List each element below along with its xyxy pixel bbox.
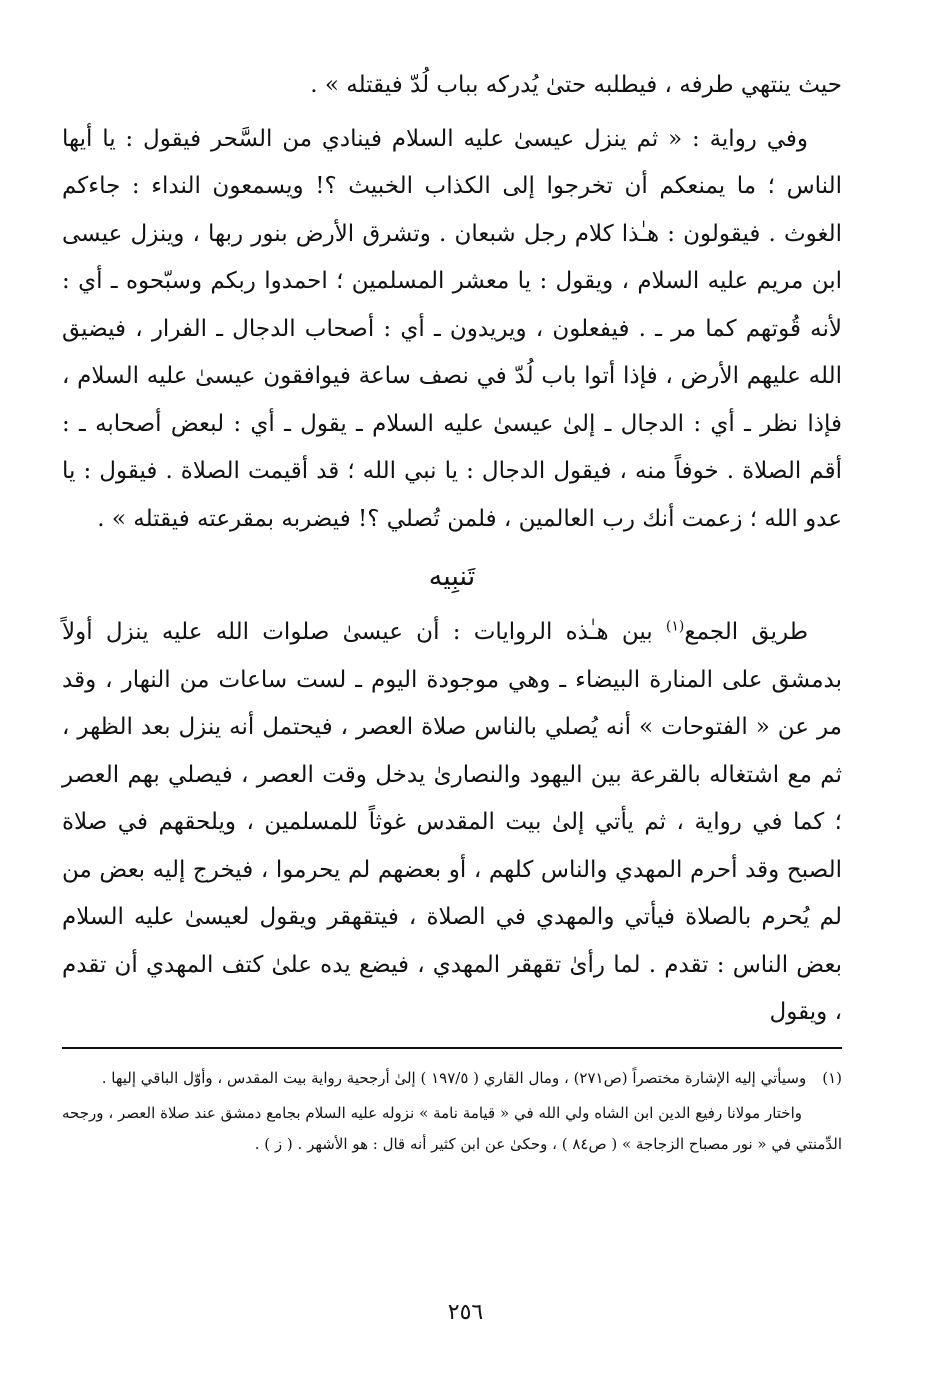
paragraph-narration: وفي رواية : « ثم ينزل عيسىٰ عليه السلام فينادي من السَّحر فيقول : يا أيها الناس ؛ ما يمنعكم أن تخرجوا إلى الكذاب الخبيث ؟! ويسمعون النداء : جاءكم الغوث . فيقولون : هـٰذا كلام رجل شبعان . وتشرق الأرض بنور ربها ، وينزل عيسى ابن مريم عليه السلام ، ويقول : يا معشر المسلمين ؛ احمدوا ربكم وسبّحوه ـ أي : لأنه قُوتهم كما مر ـ . فيفعلون ، ويريدون ـ أي : أصحاب الدجال ـ الفرار ، فيضيق الله عليهم الأرض ، فإذا أتوا باب لُدّ في نصف ساعة فيوافقون عيسىٰ عليه السلام ، فإذا نظر ـ أي : الدجال ـ إلىٰ عيسىٰ عليه السلام ـ يقول ـ أي : لبعض أصحابه ـ : أقم الصلاة . خوفاً منه ، فيقول الدجال : يا نبي الله ؛ قد أقيمت الصلاة . فيقول : يا عدو الله ؛ زعمت أنك رب العالمين ، فلمن تُصلي ؟! فيضربه بمقرعته فيقتله » .	[62, 125, 842, 532]
page-body	[62, 62, 842, 1160]
section-heading: تَنبِيه	[428, 561, 476, 592]
page-number: ٢٥٦	[447, 1300, 484, 1325]
footnote-1	[62, 1063, 842, 1094]
footnote-divider	[62, 1047, 842, 1049]
paragraph-continued: حيث ينتهي طرفه ، فيطلبه حتىٰ يُدركه بباب لُدّ فيقتله » .	[310, 72, 842, 98]
paragraph-explanation-rest: بين هـٰذه الروايات : أن عيسىٰ صلوات الله عليه ينزل أولاً بدمشق على المنارة البيضاء ـ وهي موجودة اليوم ـ لست ساعات من النهار ، وقد مر عن « الفتوحات » أنه يُصلي بالناس صلاة العصر ، فيحتمل أنه ينزل بعد الظهر ، ثم مع اشتغاله بالقرعة بين اليهود والنصارىٰ يدخل وقت العصر ، فيصلي بهم العصر ؛ كما في رواية ، ثم يأتي إلىٰ بيت المقدس غوثاً للمسلمين ، ويلحقهم في صلاة الصبح وقد أحرم المهدي والناس كلهم ، أو بعضهم لم يحرموا ، فيخرج إليه بعض من لم يُحرم بالصلاة فيأتي والمهدي في الصلاة ، فيتقهقر ويقول لعيسىٰ عليه السلام بعض الناس : تقدم . لما رأىٰ تقهقر المهدي ، فيضع يده علىٰ كتف المهدي أن تقدم ، ويقول	[62, 619, 842, 1025]
footnote-number: (١)	[822, 1068, 842, 1087]
paragraph-explanation	[62, 609, 842, 1037]
footnotes	[62, 1063, 842, 1160]
footnote-continuation: واختار مولانا رفيع الدين ابن الشاه ولي الله في « قيامة نامة » نزوله عليه السلام بجامع دمشق عند صلاة العصر ، ورجحه الدِّمنتي في « نور مصباح الزجاجة » ( ص٨٤ ) ، وحكىٰ عن ابن كثير أنه قال : هو الأشهر . ( ز ) .	[62, 1103, 842, 1153]
paragraph-explanation-start: طريق الجمع	[684, 619, 808, 645]
footnote-text: وسيأتي إليه الإشارة مختصراً (ص٢٧١) ، ومال القاري ( ١٩٧/٥ ) إلىٰ أرجحية رواية بيت المقدس ، وأوّل الباقي إليها .	[101, 1068, 807, 1087]
footnote-reference[interactable]: (١)	[665, 618, 685, 635]
